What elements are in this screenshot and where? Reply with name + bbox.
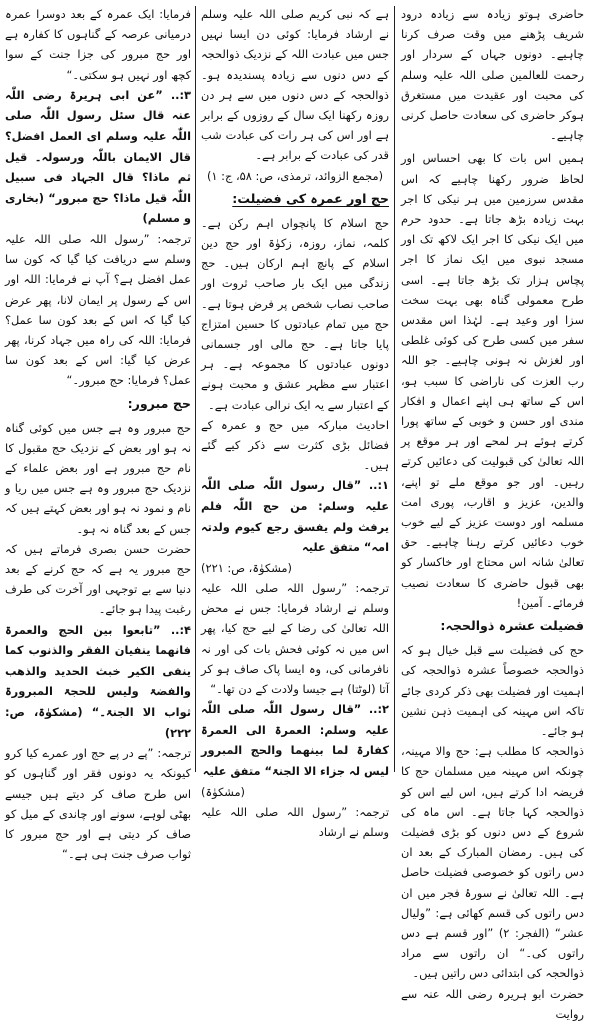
- hadith-arabic: ۲:.. ”قال رسول اللّٰہ صلی اللّٰہ علیہ وسلم: العمرۃ الی العمرۃ کفارۃ لما بینھما والحج المبرور لیس لہ جزاء الا الجنۃ“ متفق علیہ: [201, 702, 389, 779]
- paragraph: حج اسلام کا پانچواں اہم رکن ہے۔ کلمہ، نماز، روزہ، زکوٰۃ اور حج دین اسلام کے پانچ اہم ارکان ہیں۔ حج زندگی میں ایک بار صاحب ثروت اور صاحب نصاب شخص پر فرض ہوتا ہے۔ حج میں تمام عبادتوں کا حسین امتزاج پایا جاتا ہے۔ حج مالی اور جسمانی دونوں عبادتوں کا مجموعہ ہے۔ ہر اعتبار سے مظہر عشق و محبت ہونے کے اعتبار سے یہ ایک نرالی عبادت ہے۔: [201, 215, 389, 412]
- paragraph: حضرت ابو ہریرہ رضی اللہ عنہ سے روایت: [401, 986, 584, 1021]
- hadith-translation: ترجمہ: ”رسول اللہ صلی اللہ علیہ وسلم نے ارشاد فرمایا: جس نے محض اللہ تعالیٰ کی رضا کے لیے حج کیا، پھر اس میں نہ کوئی فحش بات کی اور نہ نافرمانی کی، وہ ایسا پاک صاف ہو کر آتا (لوٹتا) ہے جیسا ولادت کے دن تھا۔“: [201, 581, 389, 697]
- reference-citation: (مجمع الزوائد، ترمذی، ص: ۵۸، ج: ۱): [206, 168, 384, 183]
- hadith-translation: ترجمہ: ”رسول اللہ صلی اللہ علیہ وسلم سے دریافت کیا گیا کہ کون سا عمل افضل ہے؟ آپ نے فرمایا: اللہ اور اس کے رسول پر ایمان لانا، پھر عرض کیا گیا کہ اس کے بعد کون سا عمل؟ فرمایا: اللہ کی راہ میں جہاد کرنا، پھر عرض کیا گیا: اس کے بعد کون سا عمل؟ فرمایا: حج مبرور۔“: [5, 231, 191, 388]
- hadith-arabic: ۱:.. ”قال رسول اللّٰہ صلی اللّٰہ علیہ وسلم: من حج اللّٰہ فلم یرفث ولم یفسق رجع کیوم ولدتہ امہ“ متفق علیہ: [201, 478, 389, 555]
- hadith-arabic: ۴:.. ”تابعوا بین الحج والعمرۃ فانھما ینفیان الفقر والذنوب کما ینفی الکیر خبث الحدید والذھب والفضۃ ولیس للحجۃ المبرورۃ ثواب الا الجنۃ۔“ (مشکوٰۃ، ص: ۲۲۲): [5, 622, 191, 740]
- column-left: [5, 4, 191, 862]
- reference-citation: (مشکوٰۃ، ص: ۲۲۱): [201, 560, 292, 575]
- section-heading-hajj-umrah: حج اور عمرہ کی فضیلت:: [232, 190, 389, 206]
- paragraph: حج کی فضیلت سے قبل خیال ہو کہ ذوالحجہ خصوصاً عشرہ ذوالحجہ کی اہمیت اور فضیلت بھی ذکر کردی جائے تاکہ اس مہینہ کی اہمیت ذہن نشین ہو جائے۔: [401, 643, 584, 738]
- column-divider: [195, 6, 196, 772]
- hadith-arabic: ۳:.. ”عن ابی ہریرۃ رضی اللّٰہ عنہ قال سئل رسول اللّٰہ صلی اللّٰہ علیہ وسلم ای العمل افضل؟ قال الایمان باللّٰہ ورسولہ۔ قیل ثم ماذا؟ قال الجہاد فی سبیل اللّٰہ قیل ماذا؟ حج مبرور“ (بخاری و مسلم): [5, 87, 191, 226]
- column-divider: [394, 6, 395, 772]
- paragraph: ہمیں اس بات کا بھی احساس اور لحاظ ضرور رکھنا چاہیے کہ اس مقدس سرزمین میں ہر نیکی کا اجر بہت زیادہ بڑھ جاتا ہے۔ حدود حرم میں ایک نیکی کا اجر ایک لاکھ تک اور مسجد نبوی میں ایک نماز کا اجر پچاس ہزار تک بڑھ جاتا ہے۔ اسی طرح معمولی گناہ بھی بہت سخت سزا اور وعید ہے۔ لہٰذا اس مقدس سفر میں کسی طرح کی کوئی غلطی اور لغزش نہ ہونی چاہیے۔ جو اللہ رب العزت کی ناراضی کا سبب ہو، اس کے ساتھ ہی اپنے اعمال و افکار مندی اور حسن و خوبی کے ساتھ پورا کرتے ہوئے ہر لمحے اور ہر موقع پر اللہ تعالیٰ کی قبولیت کی دعائیں کرتے رہیں۔ اور جو موقع ملے تو اپنے، والدین، عزیز و اقارب، پوری امت مسلمہ اور دوست عزیز کے لیے خوب خوب دعائیں کرتے رہنا چاہیے۔ حق تعالیٰ شانہ اس محتاج اور خاکسار کو بھی قبول حاضری کا سعادت نصیب فرمائے۔ آمین!: [401, 151, 584, 610]
- paragraph: ہے کہ نبی کریم صلی اللہ علیہ وسلم نے ارشاد فرمایا: کوئی دن ایسا نہیں جس میں عبادت اللہ کے نزدیک ذوالحجہ کے دس دنوں سے زیادہ پسندیدہ ہو۔ ذوالحجہ کے دس دنوں میں سے ہر دن روزہ رکھنا ایک سال کے روزوں کے برابر ہے اور اس کی ہر رات کی عبادت شب قدر کی عبادت کے برابر ہے۔: [201, 7, 389, 163]
- paragraph: فرمایا: ایک عمرہ کے بعد دوسرا عمرہ درمیانی عرصہ کے گناہوں کا کفارہ ہے اور حج مبرور کی جزا جنت کے سوا کچھ اور نہیں ہو سکتی۔“: [5, 7, 191, 82]
- paragraph: ذوالحجہ کا مطلب ہے: حج والا مہینہ، چونکہ اس مہینہ میں مسلمان حج کا فریضہ ادا کرتے ہیں، اس لیے اس کو ذوالحجہ کہا جاتا ہے۔ اس ماہ کی شروع کے دس دنوں کو بڑی فضیلت کی ہیں۔ رمضان المبارک کے بعد ان دس راتوں کو خصوصی فضیلت حاصل ہے۔ اللہ تعالیٰ نے سورۂ فجر میں ان دس راتوں کی قسم کھائی ہے: ”ولیال عشر“ (الفجر: ۲) ”اور قسم ہے دس راتوں کی۔“ ان راتوں سے مراد ذوالحجہ کی ابتدائی دس راتیں ہیں۔: [401, 744, 584, 981]
- hadith-translation: ترجمہ: ”پے در پے حج اور عمرے کیا کرو کیونکہ یہ دونوں فقر اور گناہوں کو اس طرح صاف کر دیتے ہیں جیسے بھٹی لوہے، سونے اور چاندی کے میل کو صاف کر دیتی ہے اور حج مبرور کا ثواب صرف جنت ہی ہے۔“: [5, 746, 191, 862]
- hadith-translation: ترجمہ: ”رسول اللہ صلی اللہ علیہ وسلم نے ارشاد: [201, 804, 389, 840]
- paragraph: حاضری ہوتو زیادہ سے زیادہ درود شریف پڑھنے میں وقت صرف کرنا چاہیے۔ دونوں جہاں کے سردار اور رحمت للعالمین صلی اللہ علیہ وسلم کی محبت اور عقیدت میں مستغرق ہوکر حاضری کی سعادت حاصل کرنی چاہیے۔: [401, 7, 584, 143]
- column-right: [401, 4, 584, 1021]
- section-heading-ashra-zulhijjah: فضیلت عشرہ ذوالحجہ:: [440, 618, 584, 634]
- section-heading-hajj-mabroor: حج مبرور:: [127, 395, 191, 411]
- column-middle: [201, 4, 389, 840]
- paragraph: حضرت حسن بصری فرماتے ہیں کہ حج مبرور یہ ہے کہ حج کرنے کے بعد دنیا سے بے توجہی اور آخرت کی طرف رغبت پیدا ہو جائے۔: [5, 541, 191, 617]
- reference-citation: (مشکوٰۃ): [201, 784, 245, 799]
- paragraph: احادیث مبارکہ میں حج و عمرہ کے فضائل بڑی کثرت سے ذکر کیے گئے ہیں۔: [201, 417, 389, 473]
- paragraph: حج مبرور وہ ہے جس میں کوئی گناہ نہ ہو اور بعض کے نزدیک حج مقبول کا نام حج مبرور ہے اور بعض علماء کے نزدیک حج مبرور وہ ہے جس میں ریا و نام و نمود نہ ہو اور بعض کہتے ہیں کہ جس کے بعد گناہ نہ ہو۔: [5, 420, 191, 536]
